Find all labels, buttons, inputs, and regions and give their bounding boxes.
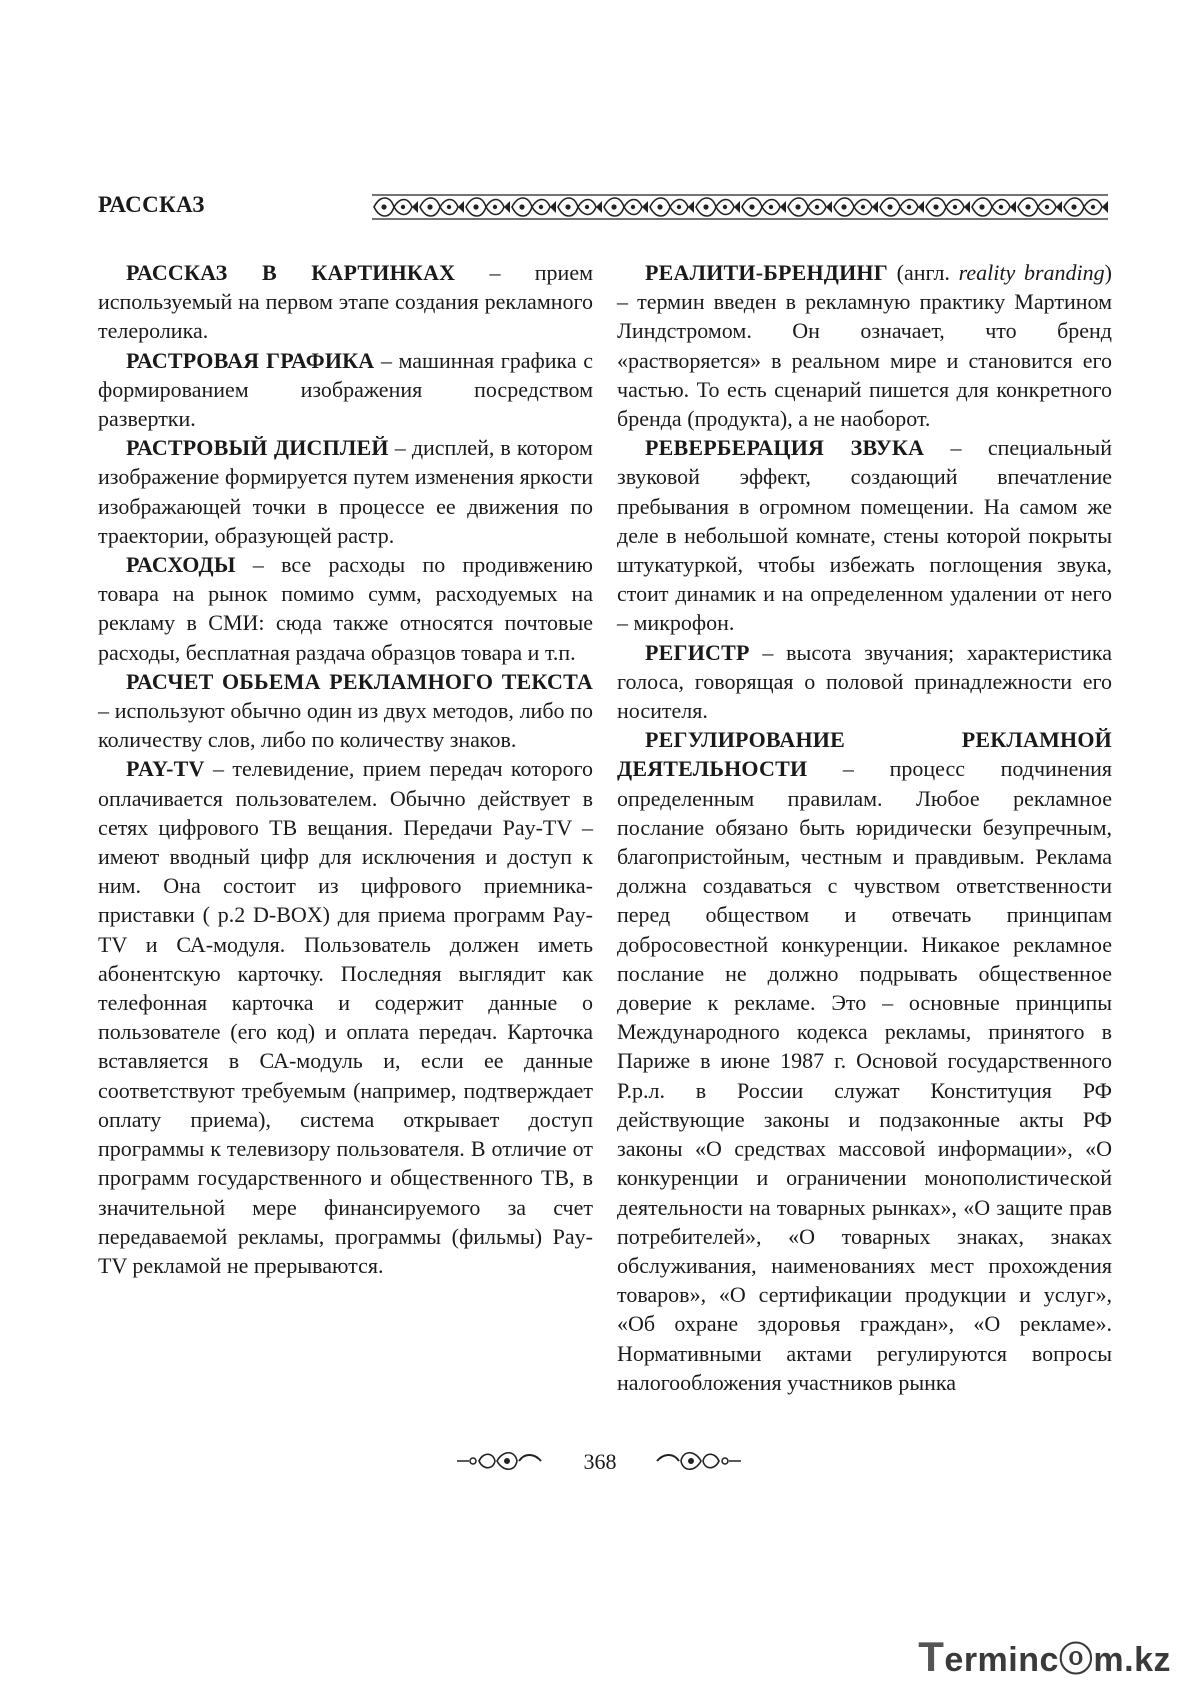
entry-term: РЕГИСТР — [645, 639, 750, 665]
entry — [617, 638, 1112, 726]
entry-text: – используют обычно один из двух методов, либо по количеству слов, либо по количеству знаков. — [98, 698, 593, 753]
entry-text: – прием используемый на первом этапе создания рекламного телеролика. — [98, 260, 594, 344]
entry — [617, 725, 1112, 1397]
entry-term: РАСТРОВАЯ ГРАФИКА — [126, 347, 375, 373]
entry — [617, 258, 1112, 433]
entry-term: РЕВЕРБЕРАЦИЯ ЗВУКА — [645, 435, 925, 461]
entry — [98, 258, 593, 346]
entry-term: РЕАЛИТИ-БРЕНДИНГ — [645, 260, 888, 285]
left-text-column — [98, 258, 593, 1280]
right-text-column — [617, 258, 1112, 1397]
entry-term: РАССКАЗ В КАРТИНКАХ — [126, 260, 456, 285]
entry — [98, 550, 593, 667]
entry-text: – машинная графика с формированием изображения посредством развертки. — [98, 347, 593, 432]
footer-ornament-right — [655, 1448, 743, 1474]
footer-ornament-left — [455, 1448, 543, 1474]
entry — [98, 433, 593, 550]
entry-term: РАСЧЕТ ОБЬЕМА РЕКЛАМНОГО ТЕКСТА — [126, 668, 593, 694]
entry-term: РАСХОДЫ — [126, 552, 236, 578]
site-watermark — [918, 1632, 1171, 1681]
entry-text: – дисплей, в котором изображение формируется путем изменения яркости изображающей точки в процессе ее движения по траектории, образующей растр. — [98, 435, 593, 548]
running-header-title: РАССКАЗ — [98, 192, 205, 217]
entry-term: PAY-TV — [126, 756, 205, 782]
entry-text: – телевидение, прием передач которого оплачивается пользователем. Обычно действует в сетях цифрового ТВ вещания. Передачи Pay-TV – имеют вводный цифр для исключения и доступ к ним. Она состоит из цифрового приемника-приставки ( р.2 D-BOX) для приема программ Pay-TV и СА-модуля. Пользователь должен иметь абонентскую карточку. Последняя выглядит как телефонная карточка и содержит данные о пользователе (его код) и оплата передач. Карточка вставляется в СА-модуль и, если ее данные соответствуют требуемым (например, подтверждает оплату приема), система открывает доступ программы к телевизору пользователя. В отличие от программ государственного и общественного ТВ, в значительной мере финансируемого за счет передаваемой рекламы, программы (фильмы) Pay-TV рекламой не прерываются. — [98, 756, 593, 1278]
entry — [98, 754, 593, 1280]
entry-text: – процесс подчинения определенным правилам. Любое рекламное послание обязано быть юридически безупречным, благопристойным, честным и правдивым. Реклама должна создаваться с чувством ответственности перед обществом и отвечать принципам добросовестной конкуренции. Никакое рекламное послание не должно подрывать общественное доверие к рекламе. Это – основные принципы Международного кодекса рекламы, принятого в Париже в июне 1987 г. Основой государственного Р.р.л. в России служат Конституция РФ действующие законы и подзаконные акты РФ законы «О средствах массовой информации», «О конкуренции и ограничении монополистической деятельности на товарных рынках», «О защите прав потребителей», «О товарных знаках, знаках обслуживания, наименованиях мест прохождения товаров», «О сертификации продукции и услуг», «Об охране здоровья граждан», «О рекламе». Нормативными актами регулируются вопросы налогообложения участников рынка — [617, 756, 1112, 1395]
entry-english-term: reality branding — [958, 260, 1105, 285]
entry-text: – высота звучания; характеристика голоса, говорящая о половой принадлежности его носителя. — [617, 639, 1112, 724]
watermark-initial: T — [918, 1633, 945, 1680]
entry — [98, 346, 593, 434]
entry — [617, 433, 1112, 637]
entry-text: (англ. — [887, 260, 959, 285]
entry-text: ) – термин введен в рекламную практику Мартином Линдстромом. Он означает, что бренд «растворяется» в реальном мире и становится его частью. То есть сценарий пишется для конкретного бренда (продукта), а не наоборот. — [617, 260, 1112, 432]
page-number: 368 — [583, 1449, 617, 1474]
header-ornament-band — [372, 192, 1108, 222]
entry-text: – специальный звуковой эффект, создающий впечатление пребывания в огромном помещении. На самом же деле в небольшой комнате, стены которой покрыты штукатуркой, чтобы избежать поглощения звука, стоит динамик и на определенном удалении от него – микрофон. — [617, 435, 1112, 636]
watermark-text: ermincⓞm.kz — [944, 1641, 1171, 1679]
entry-term: РАСТРОВЫЙ ДИСПЛЕЙ — [126, 435, 389, 461]
entry-term: РЕГУЛИРОВАНИЕ РЕКЛАМНОЙ ДЕЯТЕЛЬНОСТИ — [617, 727, 1112, 782]
entry-text: – все расходы по продивжению товара на рынок помимо сумм, расходуемых на рекламу в СМИ: сюда также относятся почтовые расходы, бесплатная раздача образцов товара и т.п. — [98, 552, 593, 665]
entry — [98, 667, 593, 755]
